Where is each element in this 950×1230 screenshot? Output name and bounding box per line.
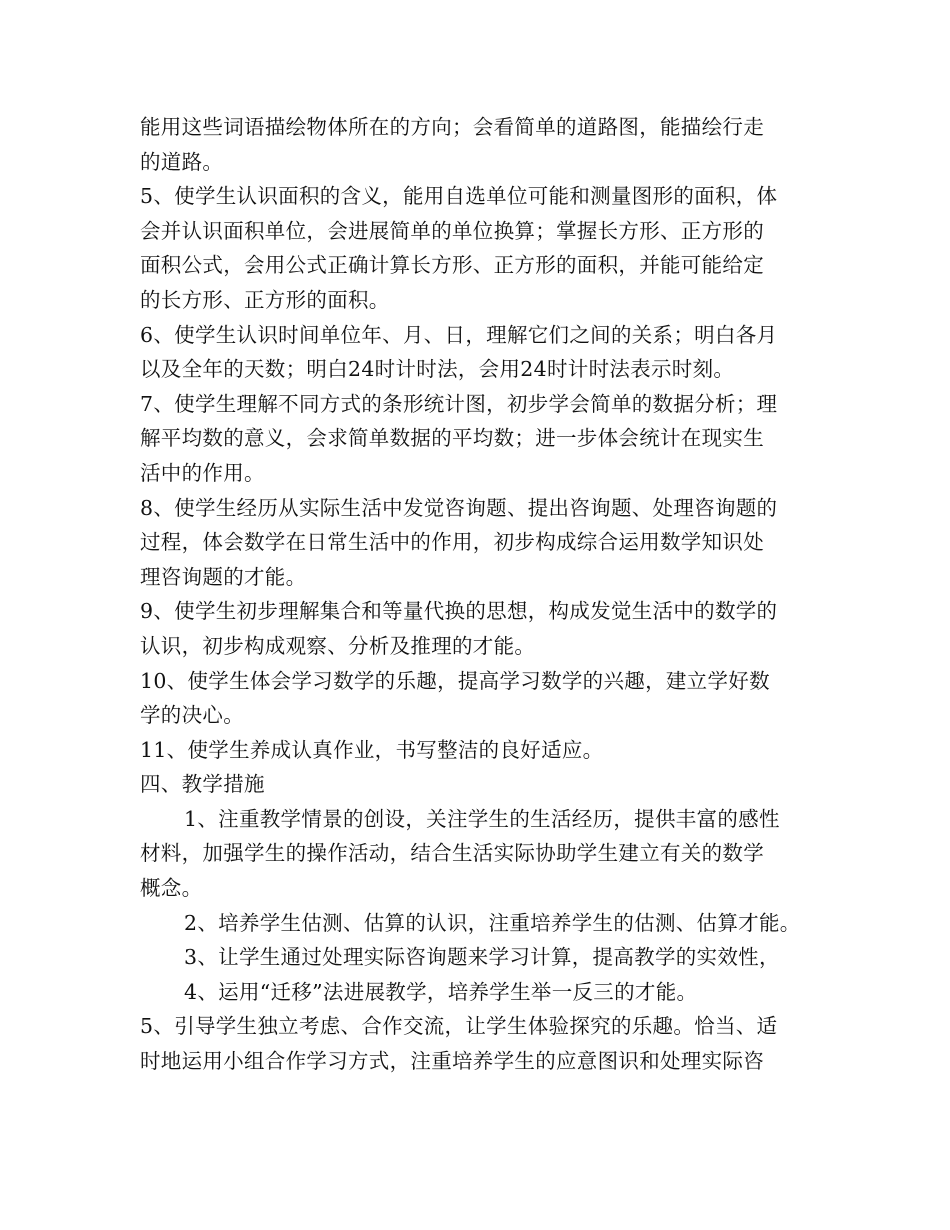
text-line: 会并认识面积单位，会进展简单的单位换算；掌握长方形、正方形的 [140, 218, 764, 243]
text-line: 概念。 [140, 876, 203, 901]
text-line: 能用这些词语描绘物体所在的方向；会看简单的道路图，能描绘行走 [140, 115, 764, 139]
text-line: 9、使学生初步理解集合和等量代换的思想，构成发觉生活中的数学的 [140, 599, 778, 624]
text-line: 8、使学生经历从实际生活中发觉咨询题、提出咨询题、处理咨询题的 [140, 495, 778, 520]
text-line: 过程，体会数学在日常生活中的作用，初步构成综合运用数学知识处 [140, 530, 764, 555]
text-line: 的道路。 [140, 149, 224, 174]
text-line: 6、使学生认识时间单位年、月、日，理解它们之间的关系；明白各月 [140, 322, 778, 347]
text-line: 3、让学生通过处理实际咨询题来学习计算，提高教学的实效性， [184, 945, 780, 970]
text-line: 认识，初步构成观察、分析及推理的才能。 [140, 633, 536, 658]
text-line: 时地运用小组合作学习方式，注重培养学生的应意图识和处理实际咨 [140, 1049, 764, 1074]
text-line: 1、注重教学情景的创设，关注学生的生活经历，提供丰富的感性 [184, 806, 780, 831]
text-line: 4、运用“迁移”法进展教学，培养学生举一反三的才能。 [184, 979, 698, 1004]
text-line: 面积公式，会用公式正确计算长方形、正方形的面积，并能可能给定 [140, 253, 764, 278]
text-line: 理咨询题的才能。 [140, 564, 307, 589]
text-line: 以及全年的天数；明白24时计时法，会用24时计时法表示时刻。 [140, 357, 735, 382]
text-line: 四、教学措施 [140, 772, 265, 797]
document-body [140, 110, 815, 1079]
text-line: 活中的作用。 [140, 460, 265, 485]
text-line: 学的决心。 [140, 703, 244, 728]
text-line: 解平均数的意义，会求简单数据的平均数；进一步体会统计在现实生 [140, 426, 764, 451]
text-line: 10、使学生体会学习数学的乐趣，提高学习数学的兴趣，建立学好数 [140, 668, 770, 693]
text-line: 2、培养学生估测、估算的认识，注重培养学生的估测、估算才能。 [184, 910, 801, 935]
text-line: 7、使学生理解不同方式的条形统计图，初步学会简单的数据分析；理 [140, 391, 778, 416]
text-line: 的长方形、正方形的面积。 [140, 287, 390, 312]
text-line: 5、引导学生独立考虑、合作交流，让学生体验探究的乐趣。恰当、适 [140, 1014, 778, 1039]
text-line: 材料，加强学生的操作活动，结合生活实际协助学生建立有关的数学 [140, 841, 764, 866]
text-line: 11、使学生养成认真作业，书写整洁的良好适应。 [140, 737, 604, 762]
text-line: 5、使学生认识面积的含义，能用自选单位可能和测量图形的面积，体 [140, 184, 778, 209]
